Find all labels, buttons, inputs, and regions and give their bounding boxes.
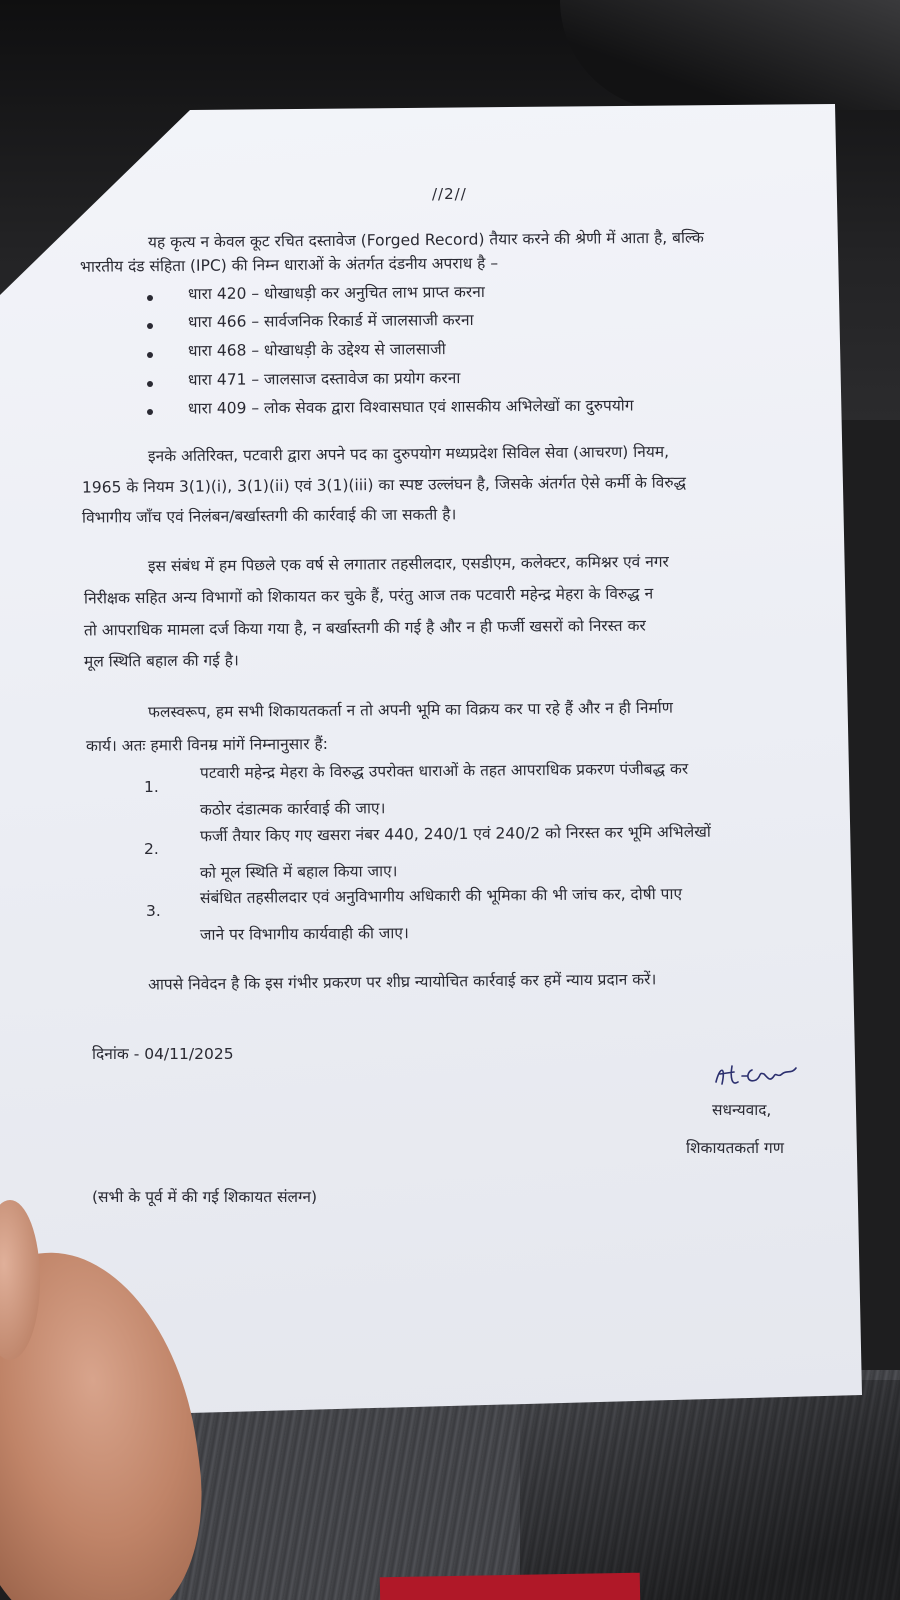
bullet-dot bbox=[147, 381, 153, 387]
demand-1-line2: कठोर दंडात्मक कार्रवाई की जाए। bbox=[199, 799, 386, 819]
para1-line2: भारतीय दंड संहिता (IPC) की निम्न धाराओं के अंतर्गत दंडनीय अपराध है – bbox=[79, 254, 499, 276]
request-line: आपसे निवेदन है कि इस गंभीर प्रकरण पर शीघ्र न्यायोचित कार्रवाई कर हमें न्याय प्रदान करें। bbox=[147, 970, 657, 994]
demand-1-line1: पटवारी महेन्द्र मेहरा के विरुद्ध उपरोक्त धाराओं के तहत आपराधिक प्रकरण पंजीबद्ध कर bbox=[199, 759, 689, 783]
signatory-line: शिकायतकर्ता गण bbox=[686, 1139, 784, 1157]
para4-line1: फलस्वरूप, हम सभी शिकायतकर्ता न तो अपनी भूमि का विक्रय कर पा रहे हैं और न ही निर्माण bbox=[147, 698, 674, 722]
para3-line2: निरीक्षक सहित अन्य विभागों को शिकायत कर चुके हैं, परंतु आज तक पटवारी महेन्द्र मेहरा के विरुद्ध न bbox=[83, 584, 654, 608]
date-line: दिनांक - 04/11/2025 bbox=[92, 1045, 234, 1063]
section-466: धारा 466 – सार्वजनिक रिकार्ड में जालसाजी करना bbox=[187, 311, 474, 331]
bullet-dot bbox=[147, 409, 153, 415]
para1-line1: यह कृत्य न केवल कूट रचित दस्तावेज (Forged Record) तैयार करने की श्रेणी में आता है, बल्कि bbox=[147, 228, 704, 252]
demand-3-line1: संबंधित तहसीलदार एवं अनुविभागीय अधिकारी की भूमिका की भी जांच कर, दोषी पाए bbox=[199, 884, 683, 908]
demand-number: 3. bbox=[146, 902, 161, 920]
para2-line2: 1965 के नियम 3(1)(i), 3(1)(ii) एवं 3(1)(iii) का स्पष्ट उल्लंघन है, जिसके अंतर्गत ऐसे कर्मी के विरुद्ध bbox=[81, 473, 687, 497]
thanks-line: सधन्यवाद, bbox=[712, 1101, 772, 1119]
demand-2-line1: फर्जी तैयार किए गए खसरा नंबर 440, 240/1 एवं 240/2 को निरस्त कर भूमि अभिलेखों bbox=[199, 822, 711, 846]
para4-line2: कार्य। अतः हमारी विनम्र मांगें निम्नानुसार हैं: bbox=[85, 734, 328, 756]
para2-line1: इनके अतिरिक्त, पटवारी द्वारा अपने पद का दुरुपयोग मध्यप्रदेश सिविल सेवा (आचरण) नियम, bbox=[147, 442, 670, 466]
signature-mark bbox=[712, 1060, 804, 1094]
demand-number: 1. bbox=[144, 778, 159, 796]
para3-line3: तो आपराधिक मामला दर्ज किया गया है, न बर्खास्तगी की गई है और न ही फर्जी खसरों को निरस्त कर bbox=[83, 616, 646, 640]
section-409: धारा 409 – लोक सेवक द्वारा विश्वासघात एवं शासकीय अभिलेखों का दुरुपयोग bbox=[187, 396, 634, 418]
demand-2-line2: को मूल स्थिति में बहाल किया जाए। bbox=[199, 862, 398, 882]
demand-number: 2. bbox=[144, 840, 159, 858]
section-471: धारा 471 – जालसाज दस्तावेज का प्रयोग करना bbox=[187, 369, 461, 389]
bullet-dot bbox=[147, 295, 153, 301]
bullet-dot bbox=[147, 352, 153, 358]
section-420: धारा 420 – धोखाधड़ी कर अनुचित लाभ प्राप्त करना bbox=[187, 282, 485, 304]
page-marker: //2// bbox=[432, 185, 467, 203]
section-468: धारा 468 – धोखाधड़ी के उद्देश्य से जालसाजी bbox=[187, 340, 446, 360]
para3-line4: मूल स्थिति बहाल की गई है। bbox=[83, 651, 239, 671]
bullet-dot bbox=[147, 323, 153, 329]
enclosure-note: (सभी के पूर्व में की गई शिकायत संलग्न) bbox=[92, 1188, 318, 1206]
demand-3-line2: जाने पर विभागीय कार्यवाही की जाए। bbox=[199, 924, 409, 944]
para3-line1: इस संबंध में हम पिछले एक वर्ष से लगातार तहसीलदार, एसडीएम, कलेक्टर, कमिश्नर एवं नगर bbox=[147, 552, 669, 576]
para2-line3: विभागीय जाँच एवं निलंबन/बर्खास्तगी की कार्रवाई की जा सकती है। bbox=[81, 505, 457, 527]
